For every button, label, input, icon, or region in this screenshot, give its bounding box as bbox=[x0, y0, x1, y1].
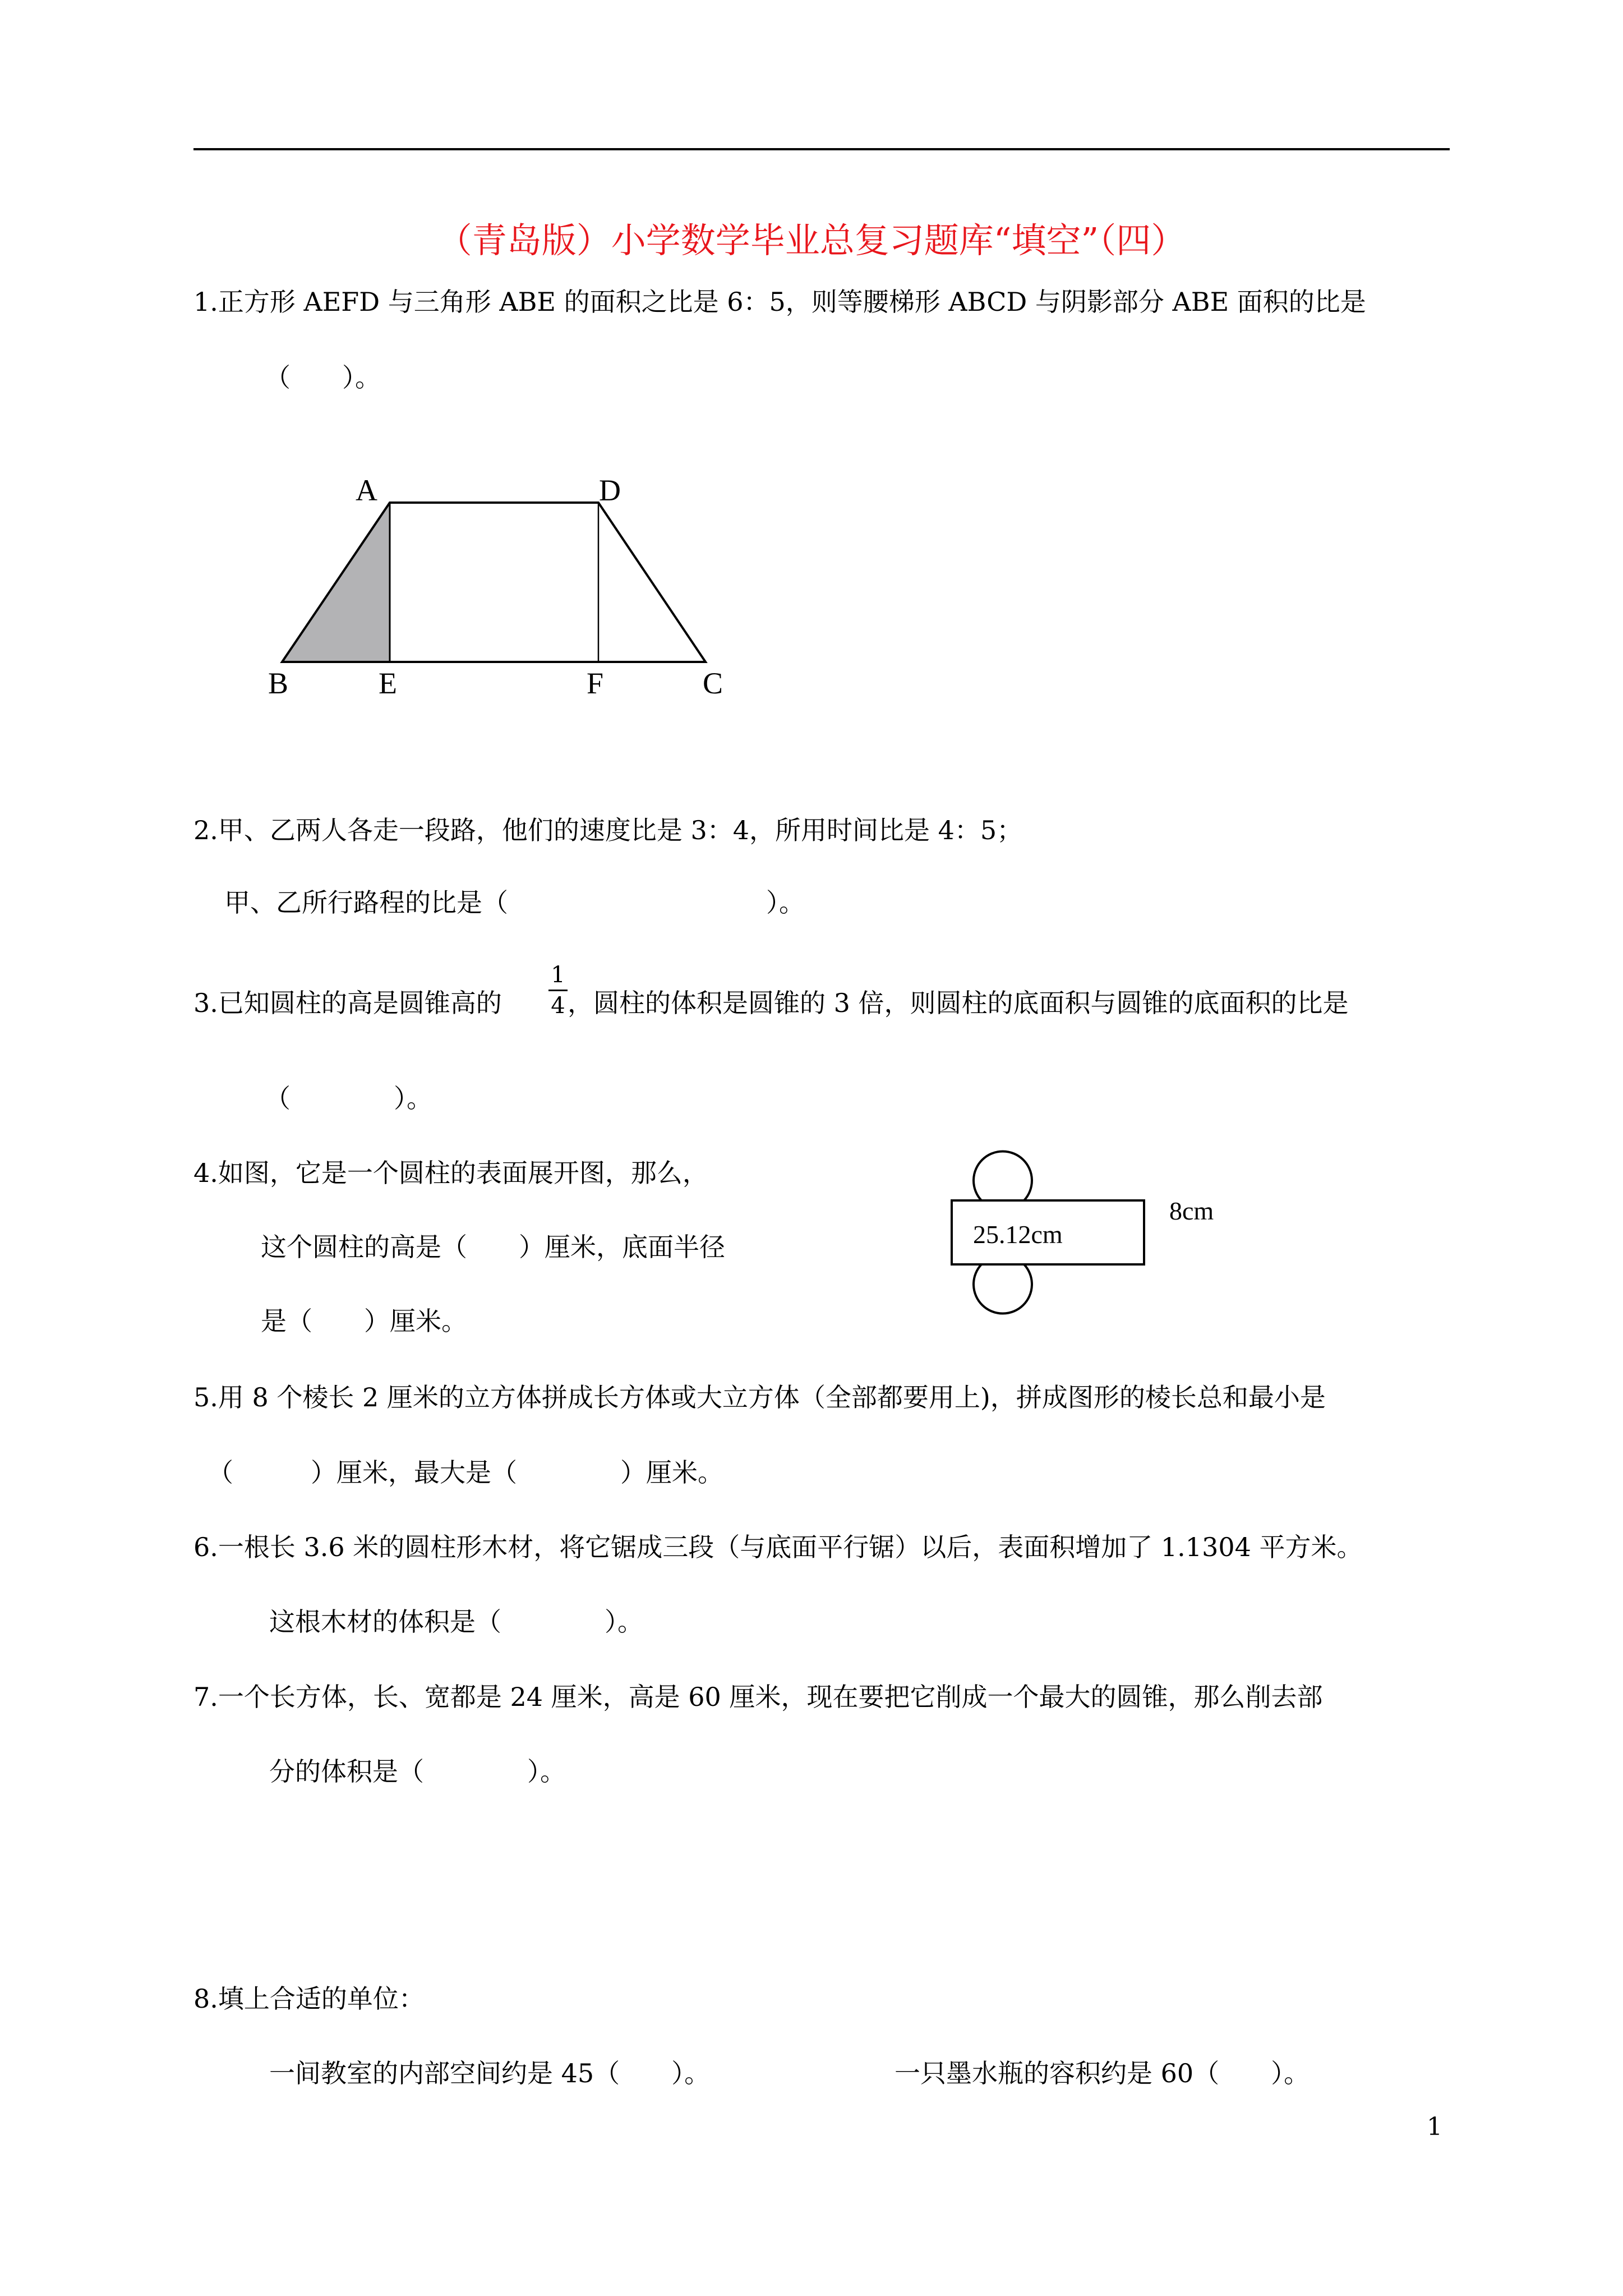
q8-part1: 一间教室的内部空间约是 45（ ）。 bbox=[269, 2058, 711, 2088]
label-c: C bbox=[703, 666, 723, 700]
label-d: D bbox=[599, 473, 621, 507]
q3-fraction bbox=[548, 964, 568, 1017]
fraction-bar bbox=[548, 990, 568, 991]
bottom-circle bbox=[974, 1264, 1032, 1313]
page-title: （青岛版）小学数学毕业总复习题库“填空”（四） bbox=[437, 220, 1186, 261]
q2-text-line1: 2.甲、乙两人各走一段路，他们的速度比是 3：4，所用时间比是 4：5； bbox=[193, 815, 1023, 845]
q3-answer-blank: （ ）。 bbox=[265, 1083, 432, 1114]
q8-text-line1: 8.填上合适的单位： bbox=[193, 1984, 425, 2014]
q4-cylinder-net-figure bbox=[952, 1152, 1214, 1314]
q3-text-pre: 3.已知圆柱的高是圆锥高的 bbox=[193, 988, 502, 1018]
q2-text-line2: 甲、乙所行路程的比是（ ）。 bbox=[224, 887, 805, 918]
q5-text-line2: （ ）厘米，最大是（ ）厘米。 bbox=[208, 1457, 723, 1488]
q5-text-line1: 5.用 8 个棱长 2 厘米的立方体拼成长方体或大立方体（全部都要用上)，拼成图形的棱长总和最小是 bbox=[193, 1382, 1326, 1412]
q7-text-line1: 7.一个长方体，长、宽都是 24 厘米，高是 60 厘米，现在要把它削成一个最大的圆锥，那么削去部 bbox=[193, 1682, 1323, 1712]
q1-text-line1: 1.正方形 AEFD 与三角形 ABE 的面积之比是 6：5，则等腰梯形 ABCD 与阴影部分 ABE 面积的比是 bbox=[193, 287, 1366, 317]
height-label: 8cm bbox=[1169, 1197, 1214, 1225]
q6-text-line1: 6.一根长 3.6 米的圆柱形木材，将它锯成三段（与底面平行锯）以后，表面积增加了 1.1304 平方米。 bbox=[193, 1532, 1363, 1562]
label-b: B bbox=[268, 666, 289, 700]
q4-text-line2: 这个圆柱的高是（ ）厘米，底面半径 bbox=[261, 1232, 725, 1262]
label-f: F bbox=[587, 666, 604, 700]
length-label: 25.12cm bbox=[973, 1220, 1063, 1249]
label-a: A bbox=[356, 473, 377, 507]
label-e: E bbox=[379, 666, 397, 700]
q8-part2: 一只墨水瓶的容积约是 60（ ）。 bbox=[895, 2058, 1310, 2088]
q7-text-line2: 分的体积是（ ）。 bbox=[269, 1756, 566, 1787]
top-circle bbox=[974, 1152, 1032, 1200]
q6-text-line2: 这根木材的体积是（ ）。 bbox=[269, 1607, 643, 1637]
q1-answer-blank: （ ）。 bbox=[265, 362, 381, 393]
fraction-denominator: 4 bbox=[551, 993, 565, 1019]
fraction-numerator: 1 bbox=[551, 962, 565, 988]
q4-text-line3: 是（ ）厘米。 bbox=[261, 1306, 467, 1336]
q1-trapezoid-figure bbox=[268, 473, 723, 700]
page-number: 1 bbox=[1427, 2113, 1442, 2141]
q3-text-post: ，圆柱的体积是圆锥的 3 倍，则圆柱的底面积与圆锥的底面积的比是 bbox=[568, 988, 1349, 1018]
q4-text-line1: 4.如图，它是一个圆柱的表面展开图，那么， bbox=[193, 1158, 708, 1188]
